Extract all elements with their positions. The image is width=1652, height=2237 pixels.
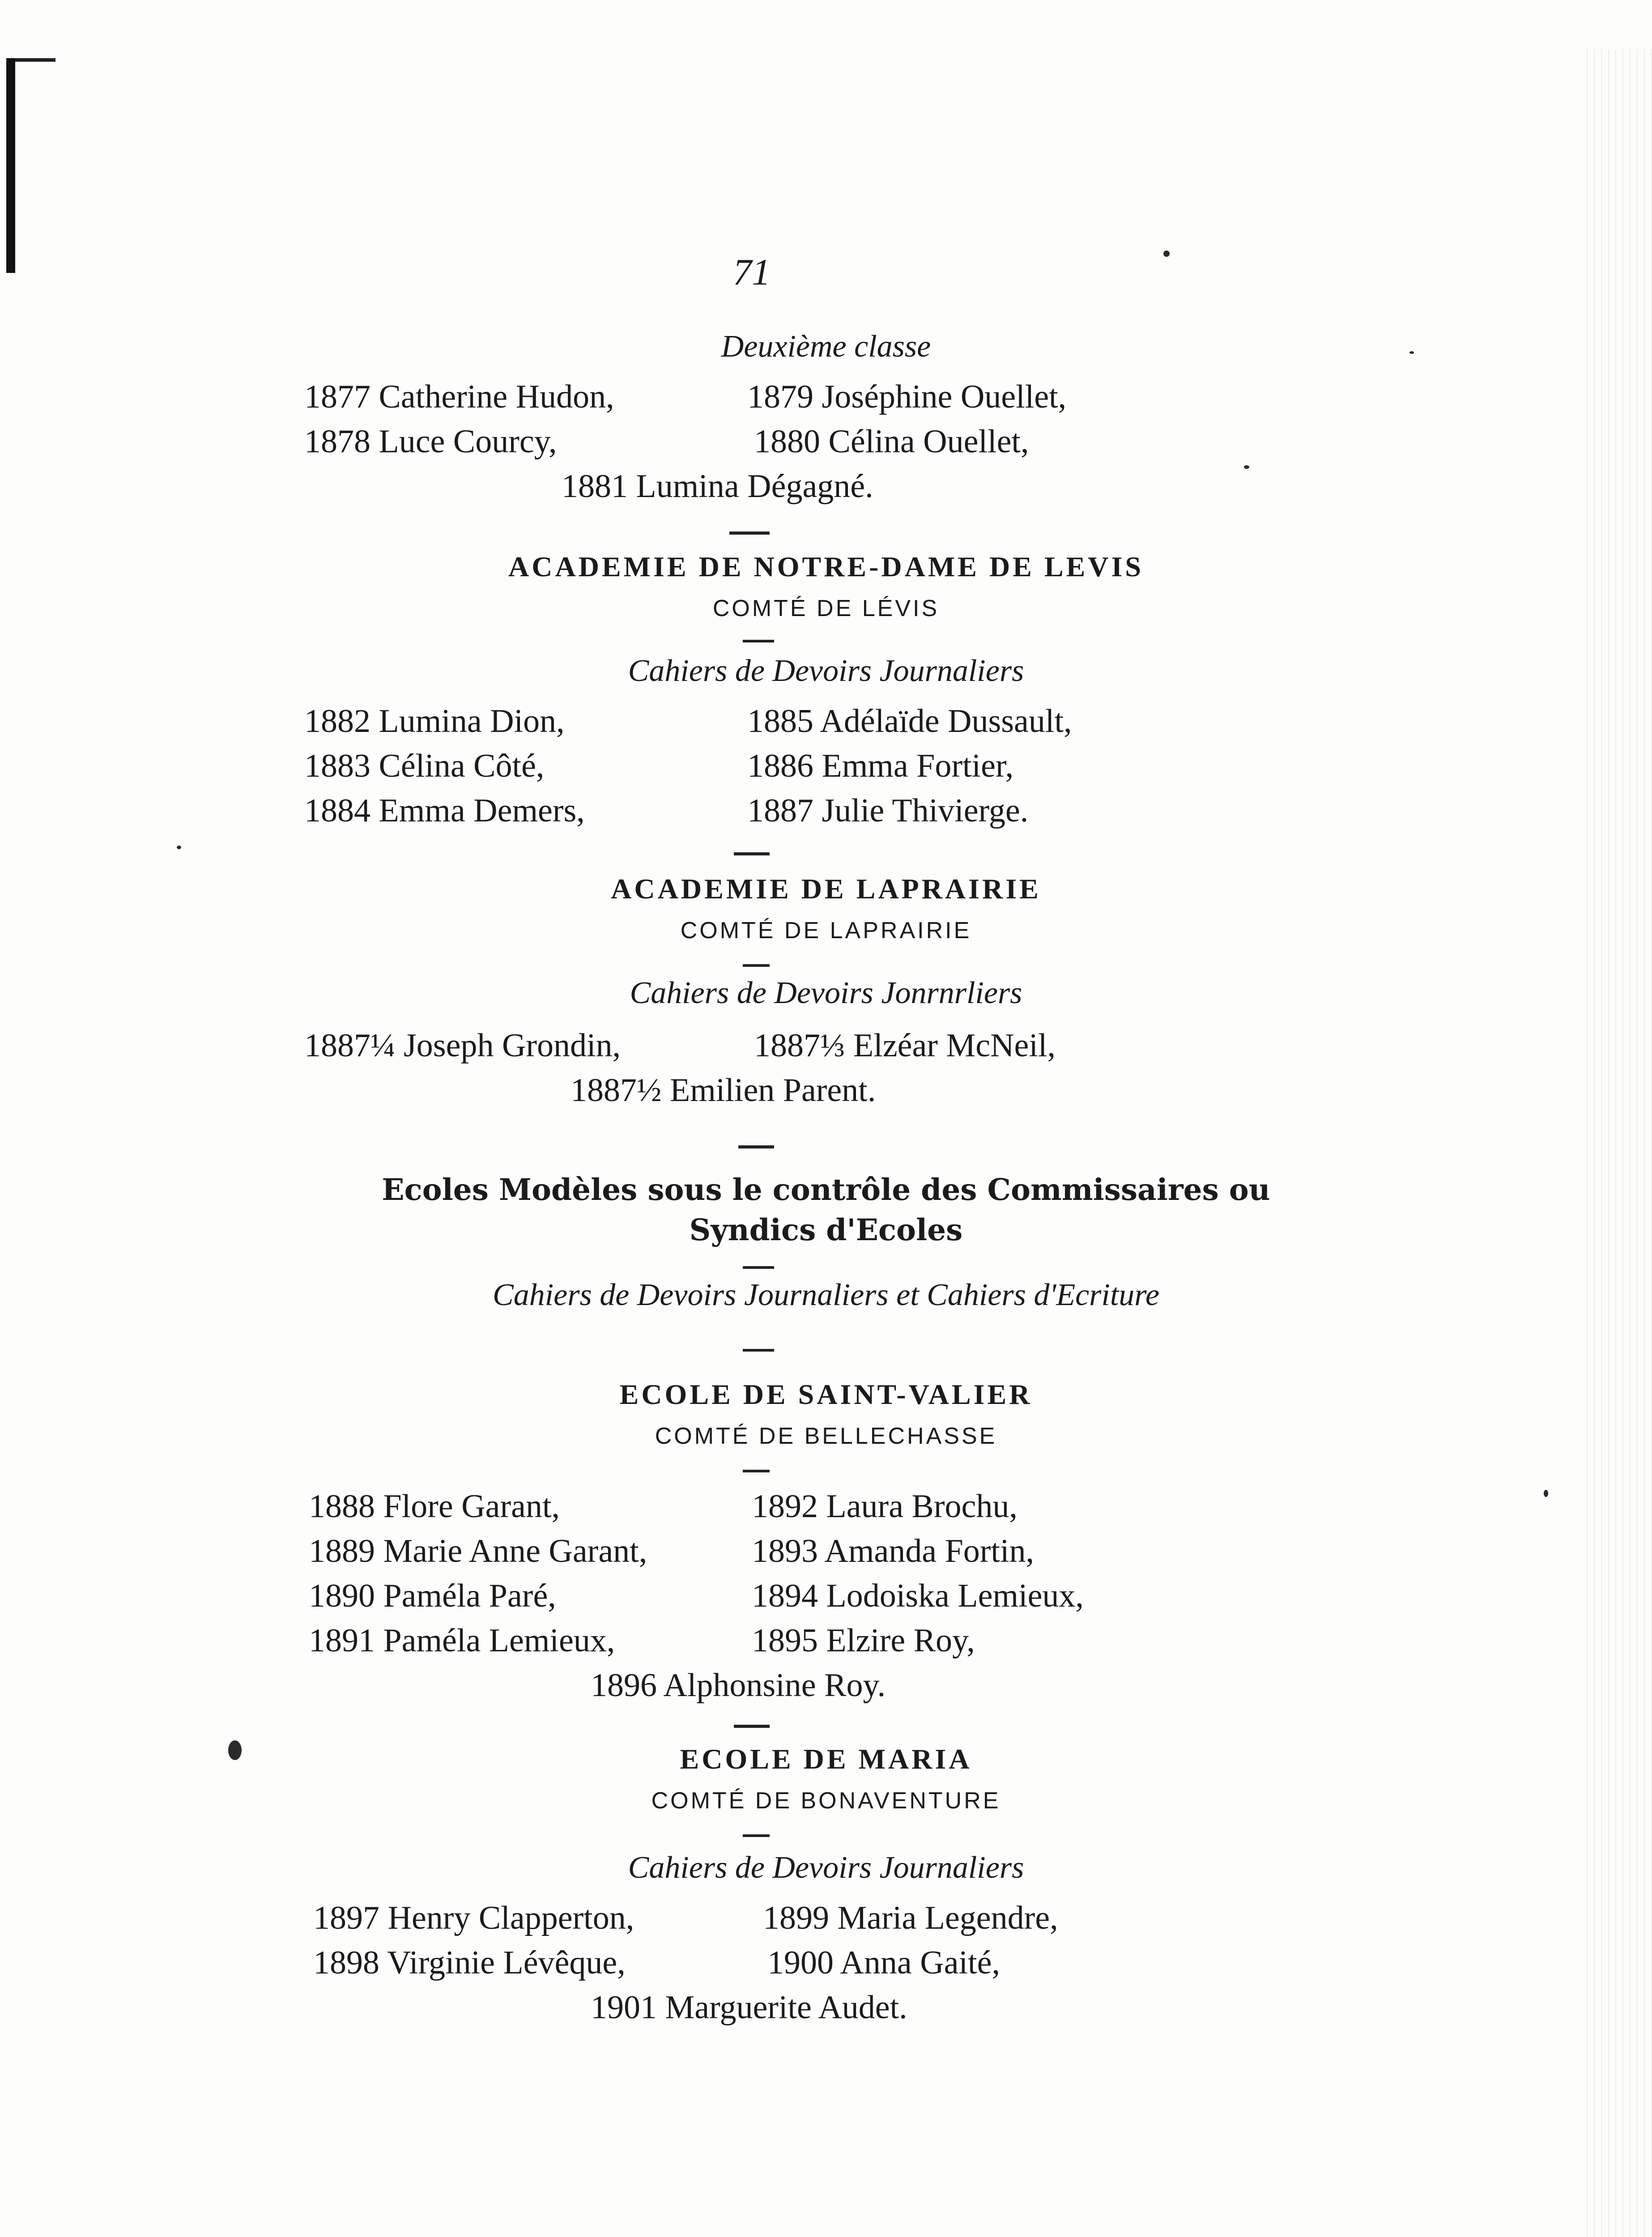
entry-name: Elzéar McNeil, (853, 1027, 1056, 1064)
list-item (752, 1622, 975, 1660)
entry-year: 1887 (747, 792, 813, 829)
list-item (752, 1577, 1084, 1615)
list-item (571, 1072, 876, 1110)
entry-name: Luce Courcy, (379, 423, 557, 460)
entry-name: Henry Clapperton, (387, 1900, 634, 1936)
list-item (747, 378, 1066, 416)
section-divider (743, 640, 774, 642)
entry-name: Adélaïde Dussault, (820, 703, 1072, 740)
entry-name: Lodoiska Lemieux, (826, 1578, 1084, 1614)
scan-speck (1163, 251, 1170, 257)
list-item (309, 1488, 560, 1526)
list-item (752, 1532, 1034, 1570)
county-label: COMTÉ DE BONAVENTURE (651, 1788, 1001, 1814)
entry-year: 1893 (752, 1533, 818, 1569)
entry-name: Célina Ouellet, (828, 423, 1029, 460)
entry-year: 1880 (754, 423, 820, 460)
section-divider (734, 852, 770, 855)
entry-name: Emma Demers, (379, 792, 585, 829)
scan-right-edge (1580, 49, 1652, 2237)
list-item (304, 747, 544, 785)
academy-title-notre-dame-de-levis: ACADEMIE DE NOTRE-DAME DE LEVIS (508, 551, 1144, 583)
county-label: COMTÉ DE BELLECHASSE (655, 1423, 997, 1449)
entry-name: Julie Thivierge. (822, 792, 1029, 829)
entry-year: 1885 (747, 703, 813, 740)
subheading: Cahiers de Devoirs Journaliers (628, 654, 1024, 688)
entry-name: Anna Gaité, (840, 1944, 1000, 1981)
entry-year: 1884 (304, 792, 370, 829)
entry-name: Flore Garant, (383, 1488, 560, 1525)
list-item (309, 1577, 556, 1615)
list-item (309, 1532, 647, 1570)
entry-name: Elzire Roy, (826, 1622, 975, 1659)
county-label: COMTÉ DE LÉVIS (712, 595, 940, 621)
entry-year: 1898 (313, 1944, 379, 1981)
section-title-ecoles-modeles: Ecoles Modèles sous le contrôle des Commissaires ou (382, 1172, 1270, 1207)
list-item (747, 792, 1028, 830)
county-label: COMTÉ DE LAPRAIRIE (680, 918, 972, 944)
entry-year: 1881 (562, 468, 628, 505)
entry-name: Catherine Hudon, (379, 379, 614, 415)
list-item (591, 1667, 886, 1705)
entry-year: 1892 (752, 1488, 818, 1525)
entry-name: Laura Brochu, (826, 1488, 1018, 1525)
list-item (304, 1027, 621, 1065)
entry-name: Paméla Paré, (383, 1578, 556, 1614)
entry-name: Joséphine Ouellet, (822, 379, 1067, 415)
entry-year: 1895 (752, 1622, 818, 1659)
list-item (767, 1944, 1000, 1982)
entry-year: 1890 (309, 1578, 375, 1614)
scan-speck (1244, 465, 1249, 469)
list-item (747, 747, 1013, 785)
entry-year: 1887⅓ (754, 1027, 845, 1064)
academy-title-laprairie: ACADEMIE DE LAPRAIRIE (611, 873, 1041, 905)
list-item (763, 1899, 1058, 1937)
list-item (591, 1989, 907, 2027)
entry-year: 1887½ (571, 1072, 662, 1109)
section-divider (734, 1725, 770, 1728)
subheading: Cahiers de Devoirs Journaliers et Cahiers d'Ecriture (493, 1278, 1159, 1312)
list-item (752, 1488, 1018, 1526)
list-item (304, 702, 565, 740)
section-divider (738, 1145, 774, 1148)
entry-year: 1897 (313, 1900, 379, 1936)
entry-year: 1891 (309, 1622, 375, 1659)
entry-year: 1888 (309, 1488, 375, 1525)
list-item (754, 423, 1029, 461)
entry-year: 1879 (747, 379, 813, 415)
entry-year: 1883 (304, 748, 370, 784)
entry-name: Marie Anne Garant, (383, 1533, 647, 1569)
subheading: Cahiers de Devoirs Journaliers (628, 1850, 1024, 1885)
entry-name: Lumina Dégagné. (636, 468, 873, 505)
list-item (562, 468, 873, 506)
section-title-syndics: Syndics d'Ecoles (689, 1212, 963, 1247)
entry-year: 1894 (752, 1578, 818, 1614)
entry-name: Emma Fortier, (822, 748, 1014, 784)
scan-edge-bar (6, 58, 15, 273)
entry-year: 1889 (309, 1533, 375, 1569)
entry-name: Célina Côté, (379, 748, 545, 784)
entry-year: 1900 (767, 1944, 834, 1981)
section-divider (743, 1349, 774, 1352)
entry-name: Lumina Dion, (379, 703, 565, 740)
entry-name: Alphonsine Roy. (663, 1667, 886, 1704)
entry-year: 1899 (763, 1900, 829, 1936)
entry-year: 1877 (304, 379, 370, 415)
entry-year: 1901 (591, 1989, 657, 2026)
school-title-saint-valier: ECOLE DE SAINT-VALIER (619, 1378, 1033, 1410)
section-heading-deuxieme-classe: Deuxième classe (721, 329, 931, 364)
entry-name: Maria Legendre, (837, 1900, 1058, 1936)
entry-name: Joseph Grondin, (404, 1027, 621, 1064)
section-divider (729, 532, 770, 535)
subheading: Cahiers de Devoirs Jonrnrliers (630, 976, 1022, 1010)
list-item (304, 792, 585, 830)
scan-speck (1544, 1490, 1548, 1497)
list-item (304, 378, 614, 416)
list-item (754, 1027, 1056, 1065)
entry-year: 1886 (747, 748, 813, 784)
entry-year: 1887¼ (304, 1027, 396, 1064)
list-item (313, 1899, 634, 1937)
entry-year: 1878 (304, 423, 370, 460)
list-item (304, 423, 557, 461)
entry-name: Paméla Lemieux, (383, 1622, 615, 1659)
scan-speck (177, 846, 181, 849)
entry-year: 1882 (304, 703, 370, 740)
entry-name: Amanda Fortin, (824, 1533, 1035, 1569)
section-divider (743, 964, 770, 967)
entry-name: Emilien Parent. (670, 1072, 876, 1109)
section-divider (743, 1266, 774, 1269)
entry-name: Virginie Lévêque, (387, 1944, 626, 1981)
entry-name: Marguerite Audet. (665, 1989, 907, 2026)
page-number: 71 (733, 251, 771, 293)
school-title-maria: ECOLE DE MARIA (680, 1743, 972, 1775)
list-item (747, 702, 1072, 740)
list-item (309, 1622, 615, 1660)
section-divider (743, 1470, 770, 1472)
entry-year: 1896 (591, 1667, 657, 1704)
section-divider (743, 1834, 770, 1837)
list-item (313, 1944, 626, 1982)
